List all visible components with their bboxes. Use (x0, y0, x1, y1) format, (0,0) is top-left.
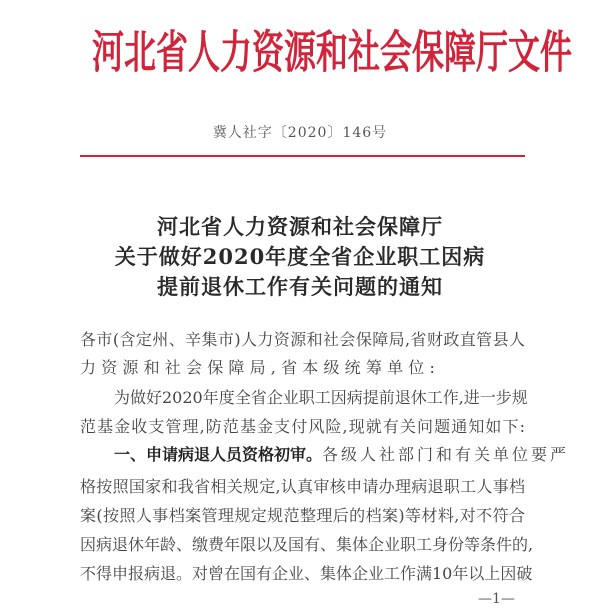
title-line-3: 提前退休工作有关问题的通知 (157, 274, 443, 299)
body-line: 力资源和社会保障局,省本级统筹单位: (80, 358, 441, 377)
document-header: 河北省人力资源和社会保障厅文件 (92, 25, 573, 79)
body-line (114, 445, 570, 465)
body-line: 不得申报病退。对曾在国有企业、集体企业工作满10年以上因破 (80, 564, 533, 583)
document-number: 冀人社字〔2020〕146号 (212, 125, 388, 141)
body-line: 格按照国家和我省相关规定,认真审核申请办理病退职工人事档 (80, 477, 525, 496)
body-text: 各级人社部门和有关单位要严 (322, 445, 570, 464)
body-line: 范基金收支管理,防范基金支付风险,现就有关问题通知如下: (80, 417, 525, 436)
body-line: 案(按照人事档案管理规定规范整理后的档案)等材料,对不符合 (80, 506, 525, 525)
body-line: 为做好2020年度全省企业职工因病提前退休工作,进一步规 (114, 388, 528, 407)
section-heading: 一、申请病退人员资格初审。 (114, 445, 323, 464)
red-divider (80, 155, 525, 157)
body-line: 各市(含定州、辛集市)人力资源和社会保障局,省财政直管县人 (80, 330, 525, 349)
title-line-1: 河北省人力资源和社会保障厅 (157, 214, 443, 239)
page-number: —1— (478, 591, 515, 607)
title-line-2: 关于做好2020年度全省企业职工因病 (114, 244, 486, 269)
body-line: 因病退休年龄、缴费年限以及国有、集体企业职工身份等条件的, (80, 535, 534, 554)
